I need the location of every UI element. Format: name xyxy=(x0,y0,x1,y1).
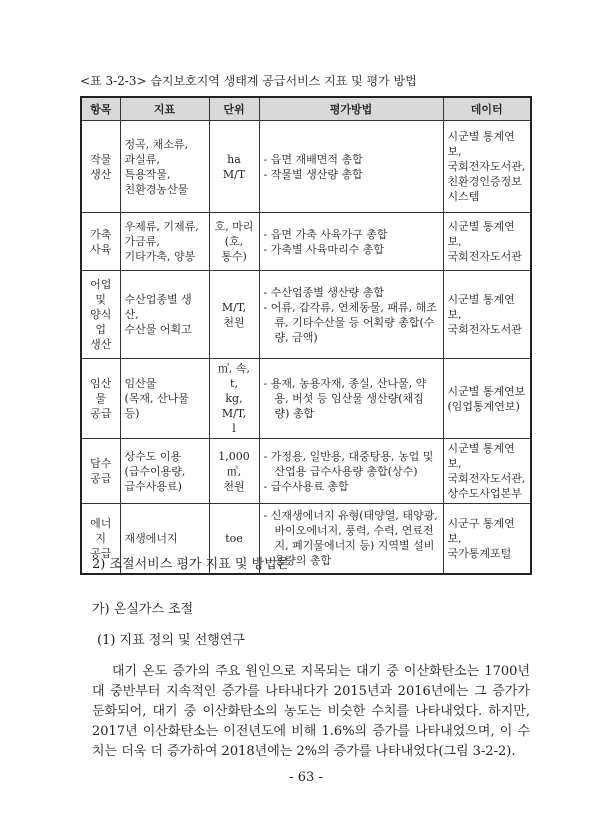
row-unit-line: M/T, xyxy=(221,300,247,314)
row-data xyxy=(443,439,531,504)
row-method xyxy=(259,213,443,271)
row-indicator-line: 특용작물, xyxy=(124,167,171,181)
row-indicator xyxy=(120,439,209,504)
row-unit-line: (호, xyxy=(224,235,244,248)
section-heading: 2) 조절서비스 평가 지표 및 방법론 xyxy=(92,557,290,572)
row-data xyxy=(443,359,531,439)
table-row xyxy=(81,359,531,439)
row-unit xyxy=(209,271,259,359)
subsection-heading: 가) 온실가스 조절 xyxy=(92,602,194,617)
row-indicator-line: (목재, 산나물 등) xyxy=(124,392,189,420)
row-data-line: (임업통계연보) xyxy=(447,399,520,413)
row-indicator-line: 급수사용료) xyxy=(124,479,182,493)
table-header-row xyxy=(81,97,531,121)
row-unit-line: kg, M/T, xyxy=(221,392,247,420)
table-row xyxy=(81,213,531,271)
header-item: 항목 xyxy=(81,97,120,121)
row-data xyxy=(443,504,531,574)
row-unit-line: 천원 xyxy=(223,479,245,493)
table-row xyxy=(81,271,531,359)
header-unit: 단위 xyxy=(209,97,259,121)
row-data-line: 국회전자도서관, xyxy=(447,160,526,173)
row-method-line: - 작물별 생산량 총합 xyxy=(263,167,363,181)
row-item xyxy=(81,359,120,439)
row-data-line: 시군별 통계연보, xyxy=(447,293,515,321)
row-method-line: - 읍면 재배면적 총합 xyxy=(263,152,363,166)
header-indicator: 지표 xyxy=(120,97,209,121)
row-item-line: 생산 xyxy=(90,338,112,351)
page-number: - 63 - xyxy=(289,770,323,785)
row-item xyxy=(81,213,120,271)
row-item-line: 및 xyxy=(95,293,107,306)
row-indicator-line: 가금류, xyxy=(124,235,160,248)
row-data xyxy=(443,271,531,359)
row-data-line: 국가통계포털 xyxy=(447,546,512,560)
row-method xyxy=(259,121,443,213)
row-unit xyxy=(209,439,259,504)
body-paragraph xyxy=(92,662,530,762)
header-method: 평가방법 xyxy=(259,97,443,121)
row-item-line: 지 xyxy=(95,531,107,545)
row-item-line: 가축 xyxy=(90,227,112,241)
row-method xyxy=(259,271,443,359)
row-method-line: - 가축별 사육마리수 총합 xyxy=(263,242,384,256)
row-data-line: 시스템 xyxy=(447,190,480,203)
row-item-line: 공급 xyxy=(90,546,112,560)
row-item-line: 물 xyxy=(95,392,107,405)
row-indicator-line: 재생에너지 xyxy=(124,531,178,545)
row-method-line: - 급수사용료 총합 xyxy=(263,479,349,493)
row-data xyxy=(443,213,531,271)
row-data-line: 시군별 통계연보 xyxy=(447,384,526,398)
row-indicator-line: 기타가축, 양봉 xyxy=(124,250,196,263)
row-data-line: 친환경인증정보 xyxy=(447,175,522,188)
paragraph-line: 2017년 이산화탄소는 이전년도에 비해 1.6%의 증가를 나타내었으며, 이 수 xyxy=(92,724,530,739)
row-unit-line: ha xyxy=(227,152,241,166)
paragraph-line: 치는 더욱 더 증가하여 2018년에는 2%의 증가를 나타내었다(그림 3-2-2). xyxy=(92,744,516,759)
row-unit-line: 1,000㎥, xyxy=(218,449,250,478)
row-method-line: - 읍면 가축 사육가구 총합 xyxy=(263,227,388,241)
row-indicator-line: 임산물 xyxy=(124,377,157,390)
row-item-line: 에너 xyxy=(90,516,112,530)
row-data-line: 시군별 통계연보, xyxy=(447,442,515,470)
row-item-line: 작물 xyxy=(90,152,112,166)
row-indicator xyxy=(120,359,209,439)
row-unit-line: l xyxy=(232,422,236,435)
row-item xyxy=(81,271,120,359)
row-unit xyxy=(209,359,259,439)
row-item-line: 공급 xyxy=(90,472,112,485)
row-item xyxy=(81,439,120,504)
subsubsection-heading: (1) 지표 정의 및 선행연구 xyxy=(97,633,245,648)
row-item-line: 임산 xyxy=(90,377,112,390)
row-unit xyxy=(209,121,259,213)
row-unit-line: M/T xyxy=(222,167,246,181)
table-caption: <표 3-2-3> 습지보호지역 생태계 공급서비스 지표 및 평가 방법 xyxy=(80,74,417,88)
row-method-line: - 용재, 농용자재, 종실, 산나물, 약용, 버섯 등 임산물 생산량(채집량) 총합 xyxy=(263,377,427,420)
row-indicator-line: 수산업종별 생산, xyxy=(124,293,192,321)
row-indicator-line: 정곡, 채소류, xyxy=(124,137,189,151)
paragraph-line: 둔화되어, 대기 중 이산화탄소의 농도는 비슷한 수치를 나타내었다. 하지만, xyxy=(92,704,530,719)
row-data xyxy=(443,121,531,213)
row-unit-line: toe xyxy=(225,531,243,545)
row-data-line: 시군구 통계연보, xyxy=(447,516,515,545)
table-row xyxy=(81,439,531,504)
row-data-line: 국회전자도서관, xyxy=(447,472,526,485)
header-data: 데이터 xyxy=(443,97,531,121)
row-item-line: 담수 xyxy=(90,457,112,470)
row-method xyxy=(259,439,443,504)
row-method-line: - 가정용, 일반용, 대중탕용, 농업 및 산업용 급수사용량 총합(상수) xyxy=(263,449,434,478)
row-indicator-line: (급수이용량, xyxy=(124,464,186,478)
row-item-line: 어업 xyxy=(90,278,112,291)
row-indicator-line: 우제류, 기제류, xyxy=(124,220,199,233)
row-data-line: 상수도사업본부 xyxy=(447,487,522,500)
row-item-line: 공급 xyxy=(90,407,112,420)
row-item xyxy=(81,121,120,213)
paragraph-line: 대 중반부터 지속적인 증가를 나타내다가 2015년과 2016년에는 그 증가가 xyxy=(92,684,530,699)
row-indicator-line: 수산물 어획고 xyxy=(124,323,192,336)
row-method-line: - 어류, 갑각류, 연체동물, 패류, 해조류, 기타수산물 등 어획량 총합(수량, 금액) xyxy=(263,300,437,344)
row-indicator-line: 상수도 이용 xyxy=(124,449,182,463)
row-indicator-line: 친환경농산물 xyxy=(124,182,189,196)
row-data-line: 시군별 통계연보, xyxy=(447,220,515,248)
table-row xyxy=(81,121,531,213)
supply-service-table xyxy=(80,96,532,575)
row-data-line: 시군별 통계연보, xyxy=(447,130,515,158)
row-indicator xyxy=(120,213,209,271)
row-unit xyxy=(209,213,259,271)
row-indicator xyxy=(120,271,209,359)
row-item-line: 사육 xyxy=(90,242,112,256)
row-indicator-line: 과실류, xyxy=(124,152,160,166)
row-data-line: 국회전자도서관 xyxy=(447,323,522,336)
row-indicator xyxy=(120,121,209,213)
row-item-line: 양식 xyxy=(90,308,112,321)
row-unit-line: 통수) xyxy=(221,250,247,263)
row-method-line: - 신재생에너지 유형(태양열, 태양광, 바이오에너지, 풍력, 수력, 연료전지, 폐기물에너지 등) 지역별 설비용량의 총합 xyxy=(263,509,438,568)
paragraph-line: 대기 온도 증가의 주요 원인으로 지목되는 대기 중 이산화탄소는 1700년 xyxy=(112,664,530,679)
row-method-line: - 수산업종별 생산량 총합 xyxy=(263,285,384,299)
row-data-line: 국회전자도서관 xyxy=(447,250,522,263)
row-unit-line: 천원 xyxy=(223,315,245,329)
row-item-line: 생산 xyxy=(90,167,112,181)
row-unit-line: 호, 마리 xyxy=(214,220,254,233)
row-unit-line: ㎥, 속, t, xyxy=(217,362,251,390)
row-item-line: 업 xyxy=(95,323,107,336)
row-method xyxy=(259,359,443,439)
